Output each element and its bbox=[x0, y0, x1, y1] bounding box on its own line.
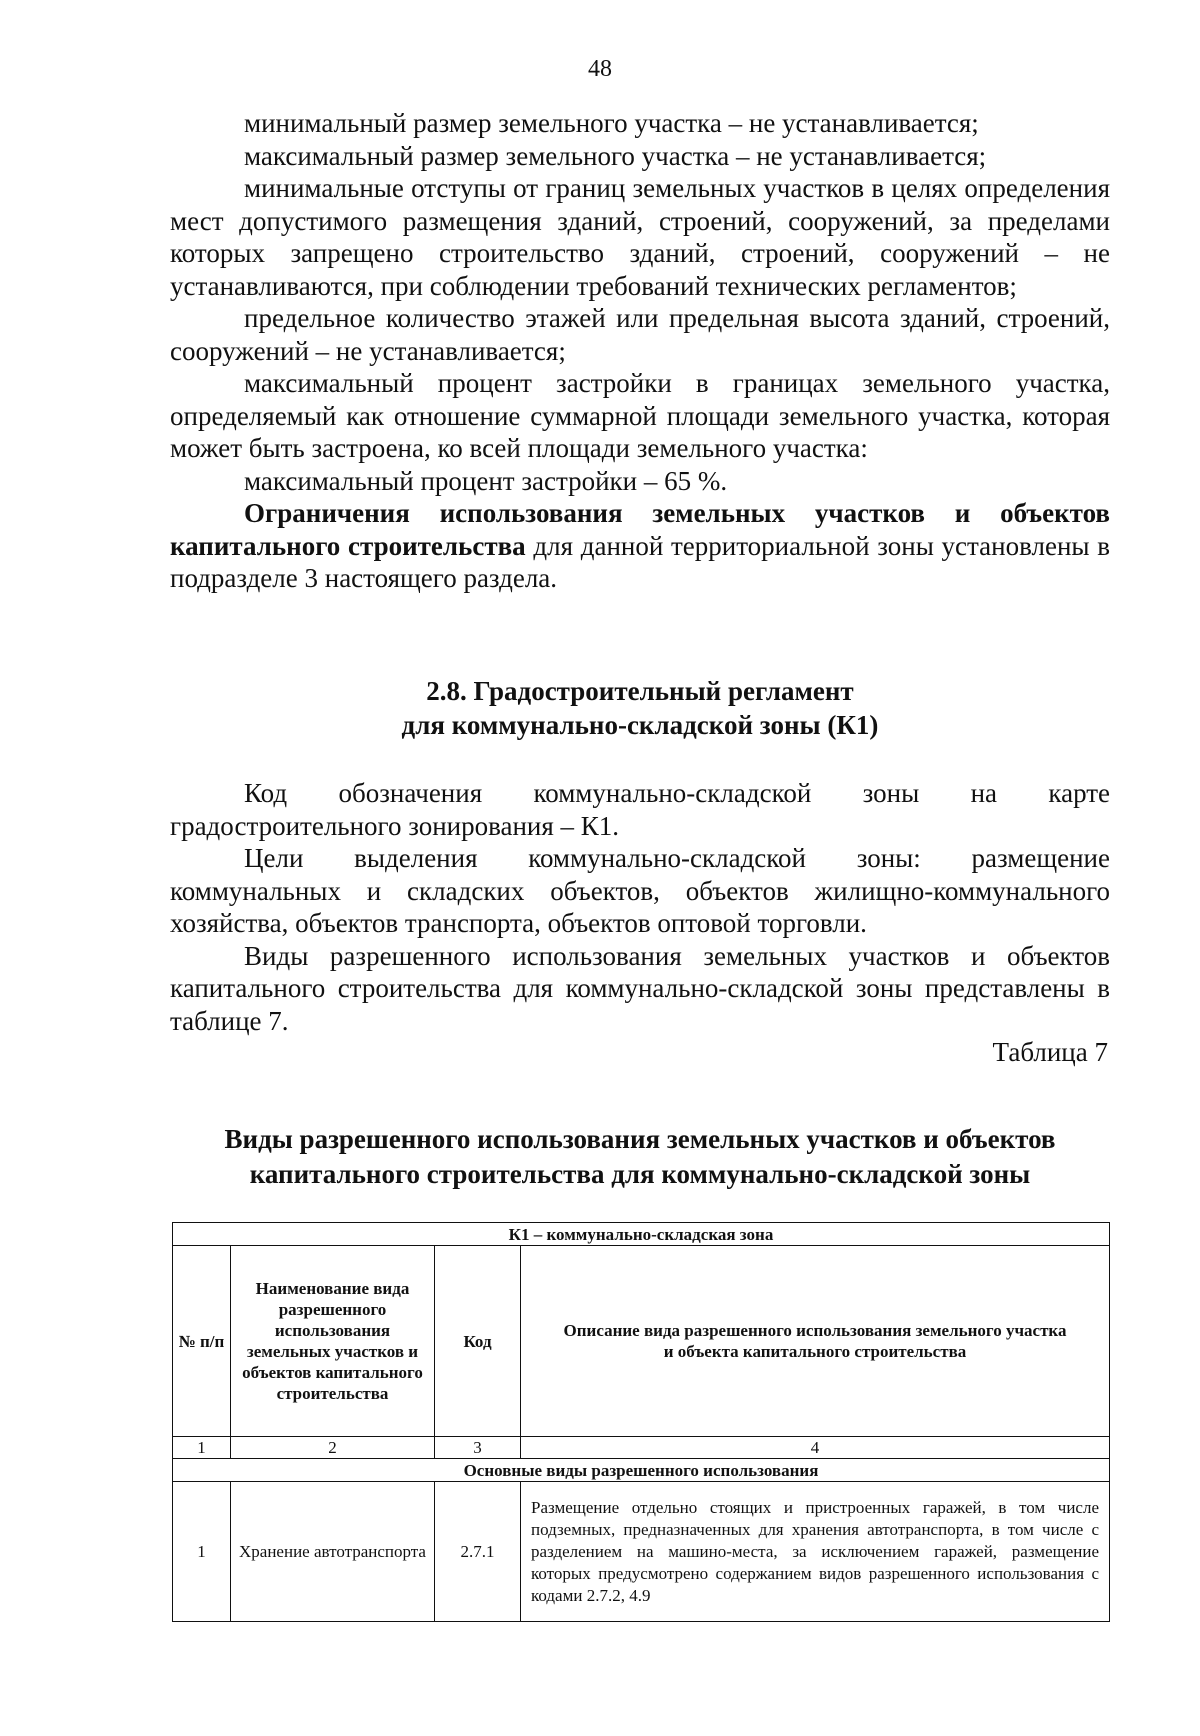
paragraph: максимальный процент застройки – 65 %. bbox=[244, 465, 728, 496]
paragraph: максимальный размер земельного участка – не устанавливается; bbox=[244, 140, 987, 171]
land-use-table bbox=[172, 1222, 1110, 1622]
paragraph: минимальные отступы от границ земельных участков в целях определения мест допустимого размещения зданий, строений, сооружений, за пределами которых запрещено строительство зданий, строений, сооружений – не устанавливаются, при соблюдении требований технических регламентов; bbox=[170, 173, 1110, 301]
paragraph: минимальный размер земельного участка – не устанавливается; bbox=[244, 108, 979, 138]
paragraph: Код обозначения коммунально-складской зоны на карте градостроительного зонирования – К1. bbox=[170, 778, 1110, 841]
column-number: 4 bbox=[521, 1437, 1110, 1459]
zone-header-cell: К1 – коммунально-складская зона bbox=[173, 1223, 1110, 1246]
row-use-name: Хранение автотранспорта bbox=[231, 1482, 435, 1622]
section-heading-line: для коммунально-складской зоны (К1) bbox=[401, 710, 879, 740]
column-header: Код bbox=[435, 1246, 521, 1437]
group-header-cell: Основные виды разрешенного использования bbox=[173, 1459, 1110, 1482]
column-number-row bbox=[173, 1437, 1110, 1459]
paragraph: Виды разрешенного использования земельных участков и объектов капитального строительства для коммунально-складской зоны представлены в таблице 7. bbox=[170, 940, 1110, 1036]
restriction-text: для данной территориальной зоны установлены в подразделе 3 настоящего раздела. bbox=[170, 530, 1110, 593]
section-heading-line: 2.8. Градостроительный регламент bbox=[426, 676, 854, 706]
page-number: 48 bbox=[588, 56, 612, 82]
table-title-line: Виды разрешенного использования земельных участков и объектов bbox=[224, 1124, 1056, 1154]
paragraph: Цели выделения коммунально-складской зоны: размещение коммунальных и складских объектов, объектов жилищно-коммунального хозяйства, объектов транспорта, объектов оптовой торговли. bbox=[170, 843, 1110, 938]
table-title-line: капитального строительства для коммунально-складской зоны bbox=[249, 1159, 1031, 1189]
column-number: 3 bbox=[435, 1437, 521, 1459]
restriction-bold-text: Ограничения использования земельных участков и объектов капитального строительства bbox=[170, 498, 1110, 561]
table-caption: Таблица 7 bbox=[992, 1037, 1108, 1067]
column-number: 1 bbox=[173, 1437, 231, 1459]
restriction-paragraph bbox=[170, 497, 1110, 595]
zone-parameters-text bbox=[170, 107, 1110, 595]
column-header-row bbox=[173, 1246, 1110, 1437]
group-header-row bbox=[173, 1459, 1110, 1482]
section-text bbox=[170, 777, 1110, 1037]
paragraph: максимальный процент застройки в границах земельного участка, определяемый как отношение суммарной площади земельного участка, которая может быть застроена, ко всей площади земельного участка: bbox=[170, 368, 1110, 463]
table-row bbox=[173, 1482, 1110, 1622]
section-heading bbox=[170, 674, 1110, 742]
column-header: Описание вида разрешенного использования земельного участка и объекта капитального строительства bbox=[521, 1246, 1110, 1437]
zone-header-row bbox=[173, 1223, 1110, 1246]
table-title bbox=[150, 1122, 1130, 1192]
row-number: 1 bbox=[173, 1482, 231, 1622]
paragraph: предельное количество этажей или предельная высота зданий, строений, сооружений – не устанавливается; bbox=[170, 303, 1110, 366]
column-header: № п/п bbox=[173, 1246, 231, 1437]
column-header: Наименование вида разрешенного использования земельных участков и объектов капитального строительства bbox=[231, 1246, 435, 1437]
row-code: 2.7.1 bbox=[435, 1482, 521, 1622]
row-description: Размещение отдельно стоящих и пристроенных гаражей, в том числе подземных, предназначенных для хранения автотранспорта, в том числе с разделением на машино-места, за исключением гаражей, размещение которых предусмотрено содержанием видов разрешенного использования с кодами 2.7.2, 4.9 bbox=[521, 1482, 1110, 1622]
column-number: 2 bbox=[231, 1437, 435, 1459]
